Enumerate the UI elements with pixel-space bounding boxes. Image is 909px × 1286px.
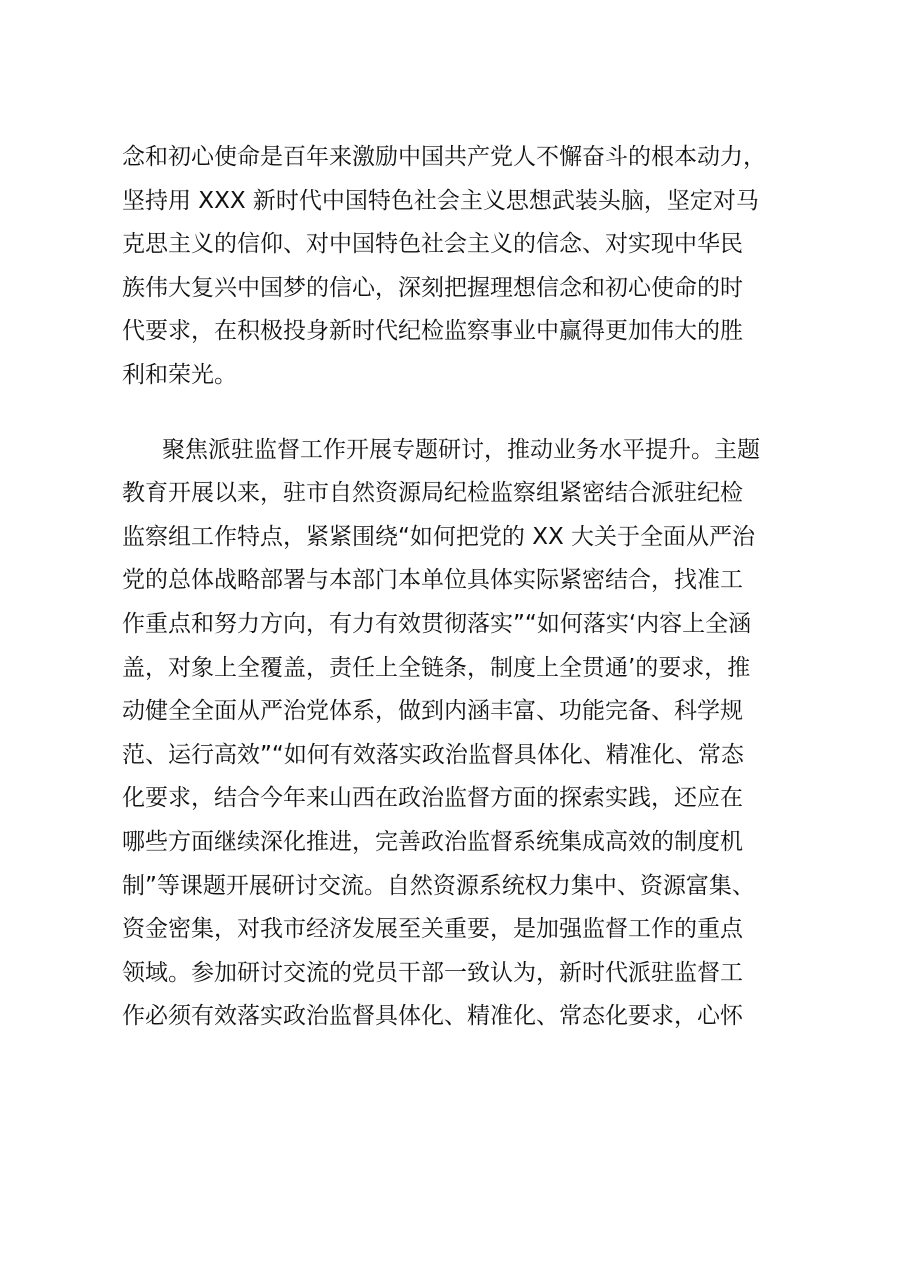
text-line: 动健全全面从严治党体系，做到内涵丰富、功能完备、科学规	[122, 698, 743, 725]
text-line: 制”等课题开展研讨交流。自然资源系统权力集中、资源富集、	[122, 872, 755, 899]
paragraph-spacer	[122, 398, 802, 429]
paragraph-2	[122, 429, 802, 1039]
text-line: 盖，对象上全覆盖，责任上全链条，制度上全贯通’的要求，推	[122, 654, 751, 681]
text-line: 克思主义的信仰、对中国特色社会主义的信念、对实现中华民	[122, 231, 743, 258]
text-line: 教育开展以来，驻市自然资源局纪检监察组紧密结合派驻纪检	[122, 480, 743, 507]
text-line: 作重点和努力方向，有力有效贯彻落实”“如何落实‘内容上全涵	[122, 610, 752, 637]
text-line: 领域。参加研讨交流的党员干部一致认为，新时代派驻监督工	[122, 959, 743, 986]
text-line: 念和初心使命是百年来激励中国共产党人不懈奋斗的根本动力，	[122, 144, 766, 170]
text-line: 利和荣光。	[122, 361, 237, 388]
text-line: 资金密集，对我市经济发展至关重要，是加强监督工作的重点	[122, 916, 743, 943]
document-body	[122, 136, 802, 1039]
text-line: 聚焦派驻监督工作开展专题研讨，推动业务水平提升。主题	[162, 436, 760, 463]
text-line: 坚持用 XXX 新时代中国特色社会主义思想武装头脑，坚定对马	[122, 187, 759, 214]
text-line: 化要求，结合今年来山西在政治监督方面的探索实践，还应在	[122, 785, 743, 812]
text-line: 党的总体战略部署与本部门本单位具体实际紧密结合，找准工	[122, 567, 743, 594]
text-line: 哪些方面继续深化推进，完善政治监督系统集成高效的制度机	[122, 828, 743, 855]
text-line: 监察组工作特点，紧紧围绕“如何把党的 XX 大关于全面从严治	[122, 523, 756, 550]
text-line: 作必须有效落实政治监督具体化、精准化、常态化要求，心怀	[122, 1003, 743, 1030]
paragraph-1	[122, 136, 802, 398]
text-line: 范、运行高效”“如何有效落实政治监督具体化、精准化、常态	[122, 741, 744, 768]
text-line: 族伟大复兴中国梦的信心，深刻把握理想信念和初心使命的时	[122, 274, 743, 301]
text-line: 代要求，在积极投身新时代纪检监察事业中赢得更加伟大的胜	[122, 318, 743, 345]
